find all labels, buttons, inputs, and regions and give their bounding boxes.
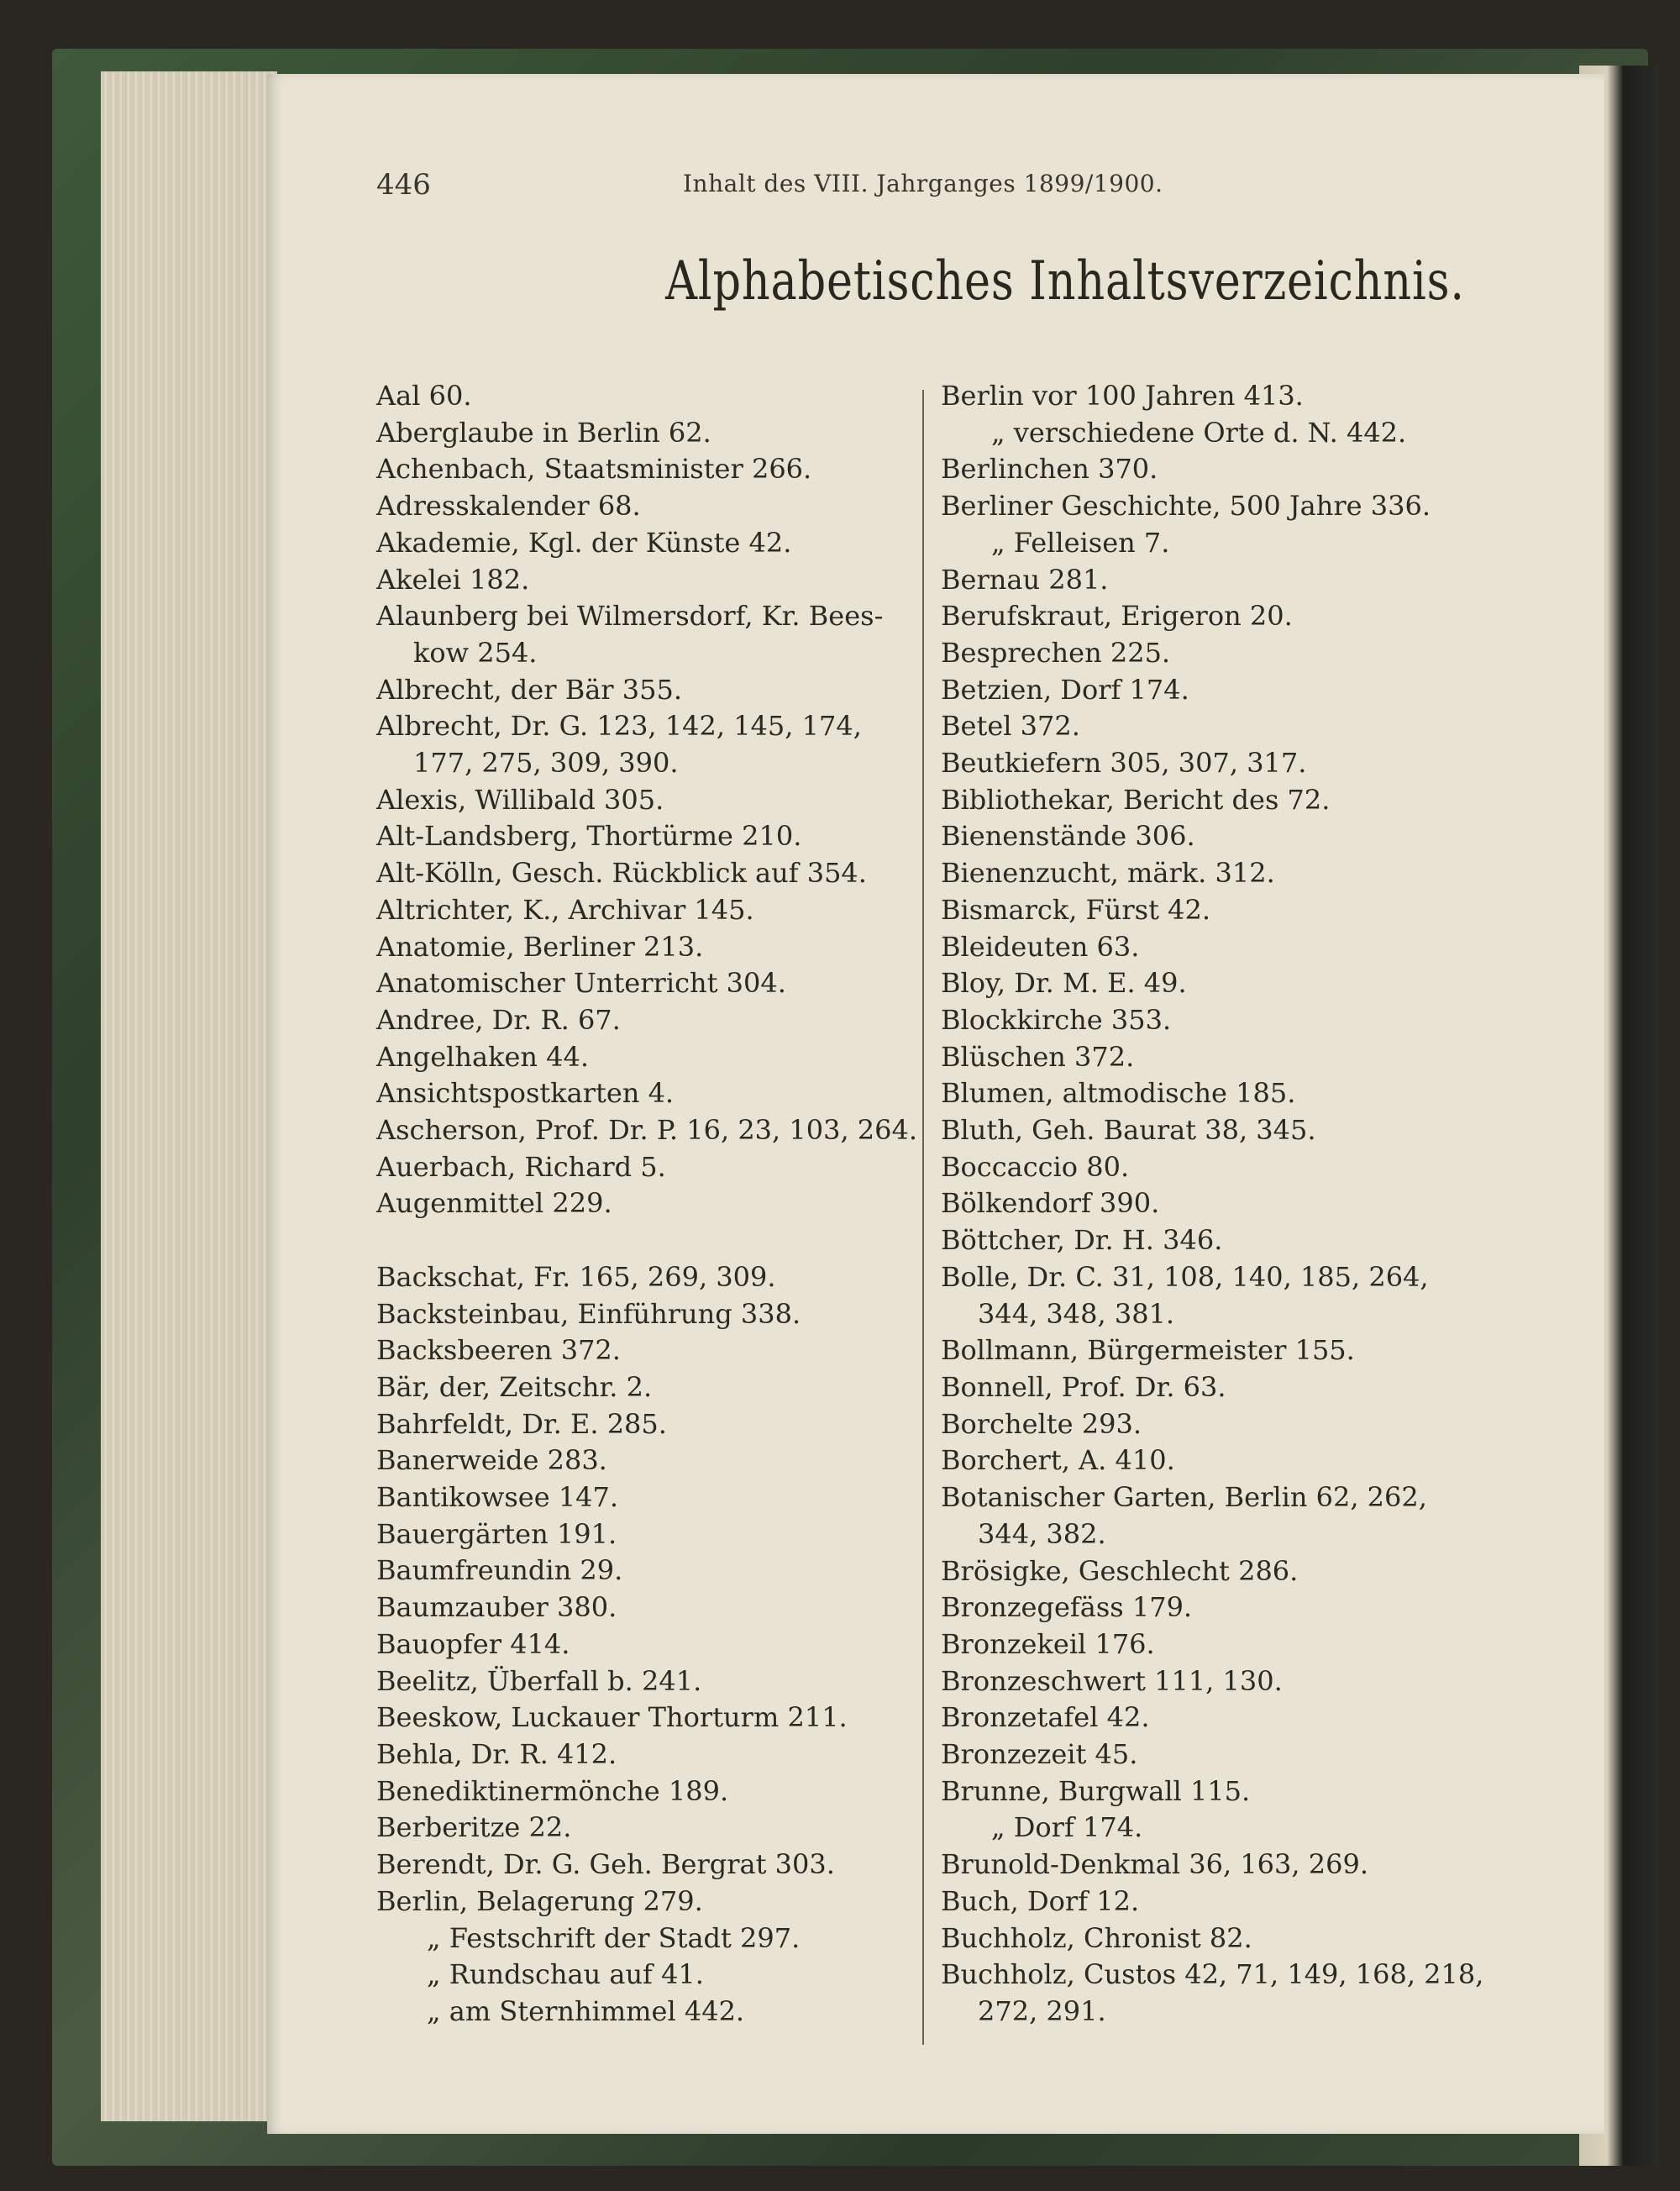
index-entry: Altrichter, K., Archivar 145.: [376, 893, 754, 926]
index-entry: Albrecht, der Bär 355.: [376, 673, 682, 706]
book-page: [267, 74, 1604, 2134]
index-entry: Bauopfer 414.: [376, 1627, 570, 1660]
index-entry: Berberitze 22.: [376, 1811, 572, 1844]
index-entry: Bismarck, Fürst 42.: [941, 893, 1210, 926]
index-entry: Blüschen 372.: [941, 1040, 1135, 1073]
index-entry: Backsbeeren 372.: [376, 1334, 621, 1367]
index-entry: Bernau 281.: [941, 563, 1109, 596]
index-entry: Baumzauber 380.: [376, 1591, 617, 1624]
index-entry: Berlin, Belagerung 279.: [376, 1884, 703, 1917]
index-entry: Bienenstände 306.: [941, 820, 1195, 853]
index-column-right: [941, 378, 1495, 2031]
index-entry: Akelei 182.: [376, 563, 530, 596]
index-entry: Bluth, Geh. Baurat 38, 345.: [941, 1114, 1316, 1147]
index-column-left: [376, 378, 931, 2031]
index-entry: Angelhaken 44.: [376, 1040, 590, 1073]
index-entry: Buchholz, Custos 42, 71, 149, 168, 218,: [941, 1958, 1484, 1991]
index-entry: Anatomie, Berliner 213.: [376, 930, 704, 963]
index-entry-continuation: kow 254.: [413, 636, 538, 669]
index-entry: Bienenzucht, märk. 312.: [941, 857, 1275, 890]
index-entry: Brunne, Burgwall 115.: [941, 1774, 1251, 1807]
page-number: 446: [376, 168, 431, 202]
index-entry: Bronzekeil 176.: [941, 1627, 1155, 1660]
index-entry: Auerbach, Richard 5.: [376, 1150, 666, 1183]
index-entry-continuation: 272, 291.: [978, 1994, 1106, 2027]
index-entry: Berlinchen 370.: [941, 453, 1158, 486]
index-entry: Bronzeschwert 111, 130.: [941, 1664, 1283, 1697]
index-entry: Borchelte 293.: [941, 1407, 1142, 1440]
index-entry: Alaunberg bei Wilmersdorf, Kr. Bees-: [376, 600, 884, 633]
index-entry: Alt-Landsberg, Thortürme 210.: [376, 820, 802, 853]
index-entry: Bölkendorf 390.: [941, 1187, 1160, 1220]
index-entry: Bär, der, Zeitschr. 2.: [376, 1370, 653, 1403]
running-head: Inhalt des VIII. Jahrganges 1899/1900.: [683, 170, 1163, 197]
index-entry: Behla, Dr. R. 412.: [376, 1738, 617, 1770]
index-entry: Bleideuten 63.: [941, 930, 1140, 963]
page-edges: [101, 71, 277, 2121]
index-entry: Blockkirche 353.: [941, 1003, 1172, 1036]
index-entry: Bollmann, Bürgermeister 155.: [941, 1334, 1355, 1367]
index-entry: „ Rundschau auf 41.: [427, 1958, 704, 1991]
index-entry: Betel 372.: [941, 710, 1080, 743]
index-entry: Buch, Dorf 12.: [941, 1884, 1140, 1917]
index-entry: Beeskow, Luckauer Thorturm 211.: [376, 1701, 848, 1734]
index-entry: Betzien, Dorf 174.: [941, 673, 1189, 706]
index-entry: Andree, Dr. R. 67.: [376, 1003, 621, 1036]
index-entry: „ am Sternhimmel 442.: [427, 1994, 745, 2027]
index-entry: Baumfreundin 29.: [376, 1554, 623, 1587]
index-entry: Aal 60.: [376, 380, 472, 412]
index-entry: Aberglaube in Berlin 62.: [376, 416, 711, 449]
index-entry: „ verschiedene Orte d. N. 442.: [991, 416, 1407, 449]
index-entry: Besprechen 225.: [941, 636, 1171, 669]
index-entry: Boccaccio 80.: [941, 1150, 1130, 1183]
index-entry: Beutkiefern 305, 307, 317.: [941, 747, 1307, 780]
index-entry: „ Festschrift der Stadt 297.: [427, 1921, 801, 1954]
index-entry-continuation: 344, 348, 381.: [978, 1297, 1175, 1330]
index-entry: Botanischer Garten, Berlin 62, 262,: [941, 1481, 1427, 1514]
index-entry: Berufskraut, Erigeron 20.: [941, 600, 1293, 633]
index-entry: Backsteinbau, Einführung 338.: [376, 1297, 801, 1330]
index-entry: Adresskalender 68.: [376, 490, 641, 523]
index-entry: Berliner Geschichte, 500 Jahre 336.: [941, 490, 1431, 523]
index-entry: Achenbach, Staatsminister 266.: [376, 453, 812, 486]
index-entry: Blumen, altmodische 185.: [941, 1077, 1296, 1110]
index-entry: Bahrfeldt, Dr. E. 285.: [376, 1407, 667, 1440]
index-entry: Ascherson, Prof. Dr. P. 16, 23, 103, 264.: [376, 1114, 918, 1147]
index-entry: Brösigke, Geschlecht 286.: [941, 1554, 1299, 1587]
index-entry: Anatomischer Unterricht 304.: [376, 967, 786, 1000]
index-entry: „ Dorf 174.: [991, 1811, 1143, 1844]
column-divider: [922, 390, 924, 2045]
index-entry: Alt-Kölln, Gesch. Rückblick auf 354.: [376, 857, 867, 890]
index-entry-continuation: 344, 382.: [978, 1517, 1106, 1550]
index-entry: Bronzezeit 45.: [941, 1738, 1138, 1771]
index-entry: Berendt, Dr. G. Geh. Bergrat 303.: [376, 1848, 835, 1881]
index-entry: Beelitz, Überfall b. 241.: [376, 1664, 702, 1697]
index-entry: Bibliothekar, Bericht des 72.: [941, 783, 1331, 816]
index-entry: Bloy, Dr. M. E. 49.: [941, 967, 1187, 1000]
index-entry: Bronzegefäss 179.: [941, 1591, 1193, 1624]
index-entry: Bronzetafel 42.: [941, 1701, 1150, 1734]
index-entry: Augenmittel 229.: [376, 1187, 612, 1220]
index-entry: Bauergärten 191.: [376, 1517, 617, 1550]
index-entry: Banerweide 283.: [376, 1444, 607, 1477]
index-entry: Bantikowsee 147.: [376, 1481, 619, 1514]
index-entry-continuation: 177, 275, 309, 390.: [413, 747, 679, 780]
index-entry: Bonnell, Prof. Dr. 63.: [941, 1370, 1226, 1403]
index-entry: Bolle, Dr. C. 31, 108, 140, 185, 264,: [941, 1260, 1429, 1293]
index-entry: Akademie, Kgl. der Künste 42.: [376, 526, 792, 559]
index-entry: Alexis, Willibald 305.: [376, 783, 664, 816]
index-entry: Berlin vor 100 Jahren 413.: [941, 380, 1304, 412]
index-entry: Borchert, A. 410.: [941, 1444, 1175, 1477]
index-entry: Buchholz, Chronist 82.: [941, 1921, 1252, 1954]
index-entry: „ Felleisen 7.: [991, 526, 1170, 559]
index-entry: Albrecht, Dr. G. 123, 142, 145, 174,: [376, 710, 862, 743]
index-entry: Böttcher, Dr. H. 346.: [941, 1224, 1223, 1257]
index-entry: Benediktinermönche 189.: [376, 1774, 729, 1807]
index-entry: Ansichtspostkarten 4.: [376, 1077, 675, 1110]
page-title: Alphabetisches Inhaltsverzeichnis.: [665, 250, 1465, 313]
index-entry: Backschat, Fr. 165, 269, 309.: [376, 1260, 776, 1293]
index-entry: Brunold-Denkmal 36, 163, 269.: [941, 1848, 1368, 1881]
